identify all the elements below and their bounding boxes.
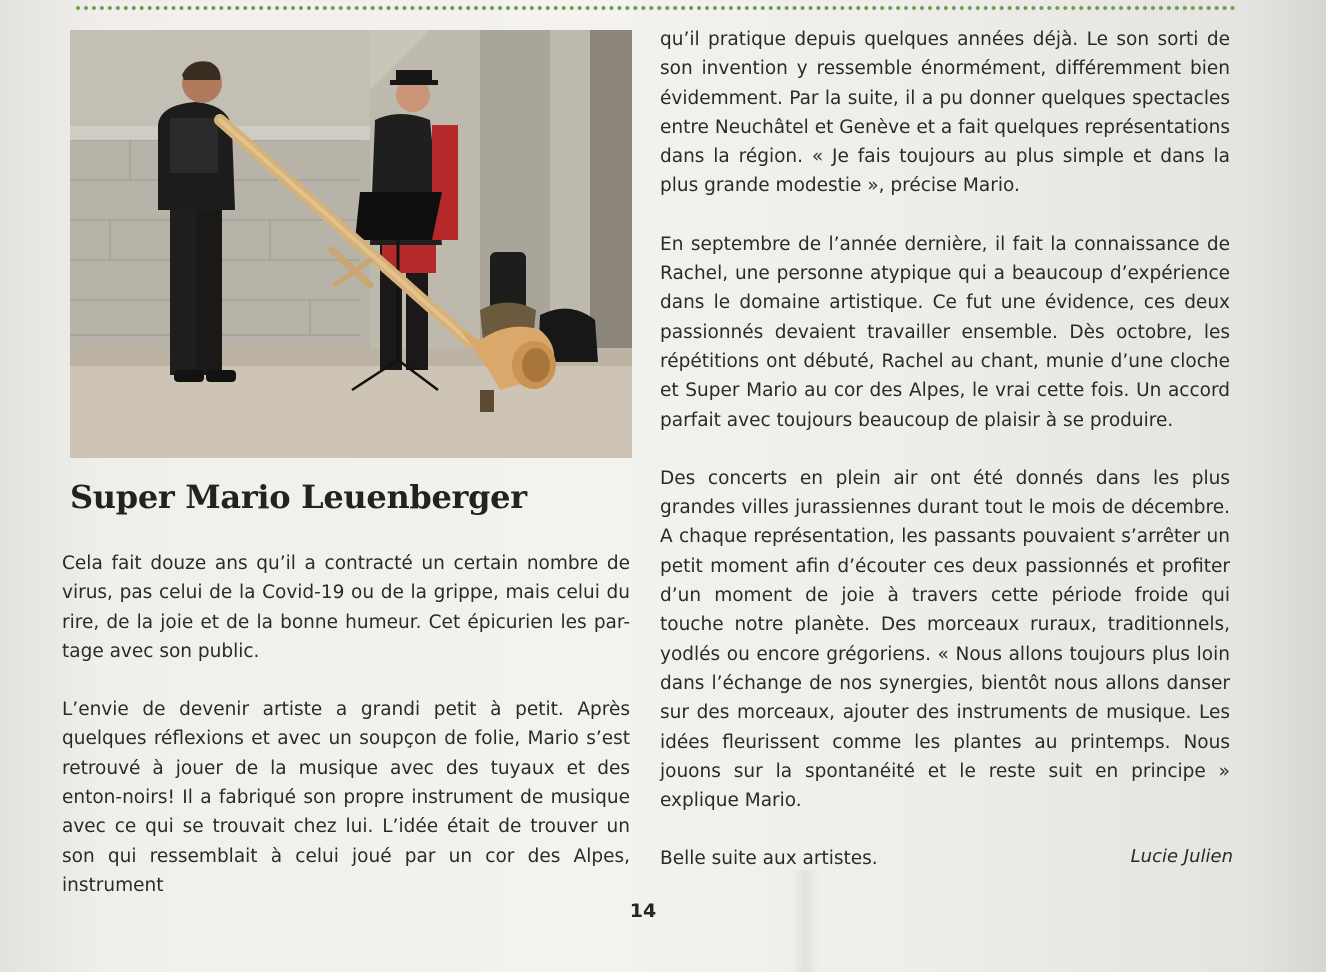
left-column	[62, 549, 630, 929]
left-paragraph: Cela fait douze ans qu’il a contracté un certain nombre de virus, pas celui de la Covid-19 ou de la grippe, mais celui du rire, de la joie et de la bonne humeur. Cet épicurien les par-tage avec son public.	[62, 553, 630, 662]
alphorn-photo-icon	[70, 30, 632, 458]
page-edge-shadow	[1246, 0, 1326, 972]
right-paragraph: qu’il pratique depuis quelques années déjà. Le son sorti de son invention y ressemble énormément, différemment bien évidemment. Par la suite, il a pu donner quelques spectacles entre Neuchâtel et Genève et a fait quelques représentations dans la région. « Je fais toujours au plus simple et dans la plus grande modestie », précise Mario.	[660, 29, 1230, 197]
dotted-divider	[76, 6, 1236, 10]
left-paragraph: L’envie de devenir artiste a grandi petit à petit. Après quelques réflexions et avec un soupçon de folie, Mario s’est retrouvé à jouer de la musique avec des tuyaux et des enton-noirs! Il a fabriqué son propre instrument de musique avec ce qui se trouvait chez lui. L’idée était de trouver un son qui ressemblait à celui joué par un cor des Alpes, instrument	[62, 699, 630, 896]
article-title: Super Mario Leuenberger	[70, 478, 527, 516]
page-fold-shadow	[790, 870, 820, 972]
right-paragraph: En septembre de l’année dernière, il fait la connaissance de Rachel, une personne atypique qui a beaucoup d’expérience dans le domaine artistique. Ce fut une évidence, ces deux passionnés devaient travailler ensemble. Dès octobre, les répétitions ont débuté, Rachel au chant, munie d’une cloche et Super Mario au cor des Alpes, le vrai cette fois. Un accord parfait avec toujours beaucoup de plaisir à se produire.	[660, 233, 1230, 431]
article-photo	[70, 30, 632, 458]
right-paragraph: Belle suite aux artistes.	[660, 848, 878, 870]
right-paragraph: Des concerts en plein air ont été donnés dans les plus grandes villes jurassiennes durant tout le mois de décembre. A chaque représentation, les passants pouvaient s’arrêter un petit moment afin d’écouter ces deux passionnés et profiter d’un moment de joie à travers cette période froide qui touche notre planète. Des morceaux ruraux, traditionnels, yodlés ou encore grégoriens. « Nous allons toujours plus loin dans l’échange de nos synergies, bientôt nous allons danser sur des morceaux, ajouter des instruments de musique. Les idées fleurissent comme les plantes au printemps. Nous jouons sur la spontanéité et le reste suit en principe » explique Mario.	[660, 467, 1230, 812]
author-signature: Lucie Julien	[1130, 846, 1233, 867]
right-column	[660, 25, 1230, 903]
page-number: 14	[629, 900, 657, 922]
